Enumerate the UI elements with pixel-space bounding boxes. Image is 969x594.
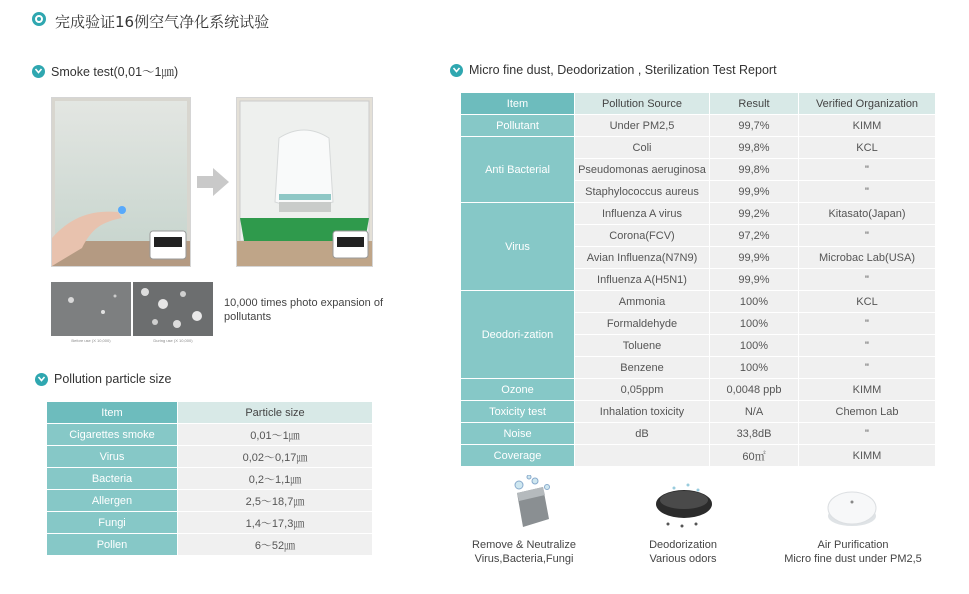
feature-deodorization	[620, 538, 746, 566]
report-title: Micro fine dust, Deodorization , Sterilization Test Report	[469, 63, 777, 77]
report-result: 99,9%	[710, 269, 798, 290]
micrograph-during	[133, 282, 213, 336]
report-source: Corona(FCV)	[575, 225, 709, 246]
report-organization: Chemon Lab	[799, 401, 935, 422]
report-organization: KCL	[799, 137, 935, 158]
report-source: Staphylococcus aureus	[575, 181, 709, 202]
chevron-down-icon	[32, 65, 45, 78]
report-organization: "	[799, 181, 935, 202]
table-row	[47, 424, 372, 445]
feature-air-purification	[770, 538, 936, 566]
smoke-test-before-photo	[51, 97, 191, 267]
report-source	[575, 445, 709, 466]
table-row	[47, 446, 372, 467]
micrograph-during-label: During use (X 10,000)	[153, 338, 193, 343]
particle-size-table	[46, 401, 373, 556]
report-result: N/A	[710, 401, 798, 422]
report-result: 100%	[710, 313, 798, 334]
particle-item: Bacteria	[47, 468, 177, 489]
table-row	[461, 137, 935, 158]
report-source: Coli	[575, 137, 709, 158]
feature-virus-line2: Virus,Bacteria,Fungi	[474, 553, 574, 565]
report-organization: "	[799, 423, 935, 444]
particle-item: Allergen	[47, 490, 177, 511]
feature-air-purification-line1: Air Purification	[817, 539, 889, 551]
feature-air-purification-line2: Micro fine dust under PM2,5	[784, 553, 922, 565]
report-result: 33,8dB	[710, 423, 798, 444]
feature-virus-line1: Remove & Neutralize	[472, 539, 576, 551]
report-source: Influenza A(H5N1)	[575, 269, 709, 290]
report-organization: Kitasato(Japan)	[799, 203, 935, 224]
smoke-test-title: Smoke test(0,01～1㎛)	[51, 65, 179, 79]
report-header-source: Pollution Source	[575, 93, 709, 114]
report-header-item: Item	[461, 93, 574, 114]
micrograph-before-label: Before use (X 10,000)	[71, 338, 111, 343]
report-source: Avian Influenza(N7N9)	[575, 247, 709, 268]
particle-size: 1,4～17,3㎛	[178, 512, 372, 533]
virus-filter-icon	[505, 475, 555, 535]
particle-size-title: Pollution particle size	[54, 372, 172, 386]
table-row	[47, 534, 372, 555]
report-result: 0,0048 ppb	[710, 379, 798, 400]
report-result: 100%	[710, 357, 798, 378]
report-result: 99,8%	[710, 137, 798, 158]
deodorization-icon	[654, 482, 714, 535]
report-result: 99,8%	[710, 159, 798, 180]
arrow-right-icon	[197, 168, 229, 201]
particle-item: Cigarettes smoke	[47, 424, 177, 445]
report-organization: "	[799, 357, 935, 378]
report-item: Coverage	[461, 445, 574, 466]
report-result: 60㎡	[710, 445, 798, 466]
report-source: Formaldehyde	[575, 313, 709, 334]
particle-header-size: Particle size	[178, 402, 372, 423]
report-source: Pseudomonas aeruginosa	[575, 159, 709, 180]
table-row	[461, 401, 935, 422]
report-organization: "	[799, 159, 935, 180]
air-purifier-icon	[826, 488, 878, 535]
particle-item: Pollen	[47, 534, 177, 555]
report-organization: "	[799, 225, 935, 246]
particle-size-heading	[35, 372, 171, 386]
report-source: Inhalation toxicity	[575, 401, 709, 422]
report-source: Benzene	[575, 357, 709, 378]
report-item: Noise	[461, 423, 574, 444]
table-row	[461, 203, 935, 224]
report-item: Ozone	[461, 379, 574, 400]
report-source: Ammonia	[575, 291, 709, 312]
report-organization: "	[799, 313, 935, 334]
table-row	[47, 512, 372, 533]
report-heading	[450, 63, 777, 77]
report-item: Toxicity test	[461, 401, 574, 422]
report-organization: "	[799, 269, 935, 290]
particle-header-item: Item	[47, 402, 177, 423]
report-source: Toluene	[575, 335, 709, 356]
micrograph-before	[51, 282, 131, 336]
report-result: 100%	[710, 335, 798, 356]
table-row	[461, 379, 935, 400]
feature-deodorization-line1: Deodorization	[649, 539, 717, 551]
particle-size: 0,01～1㎛	[178, 424, 372, 445]
report-source: 0,05ppm	[575, 379, 709, 400]
report-item: Virus	[461, 203, 574, 290]
report-organization: KIMM	[799, 379, 935, 400]
chevron-down-icon	[35, 373, 48, 386]
report-result: 99,2%	[710, 203, 798, 224]
report-item: Deodori-zation	[461, 291, 574, 378]
report-source: Under PM2,5	[575, 115, 709, 136]
test-report-table	[460, 92, 936, 467]
report-organization: KIMM	[799, 115, 935, 136]
table-row	[461, 423, 935, 444]
photo-expansion-caption: 10,000 times photo expansion of pollutants	[224, 297, 384, 323]
report-source: dB	[575, 423, 709, 444]
table-row	[47, 468, 372, 489]
particle-item: Fungi	[47, 512, 177, 533]
report-item: Pollutant	[461, 115, 574, 136]
feature-deodorization-line2: Various odors	[649, 553, 717, 565]
report-item: Anti Bacterial	[461, 137, 574, 202]
table-row	[461, 291, 935, 312]
report-source: Influenza A virus	[575, 203, 709, 224]
report-header-organization: Verified Organization	[799, 93, 935, 114]
chevron-down-icon	[450, 64, 463, 77]
report-organization: KCL	[799, 291, 935, 312]
particle-size: 6～52㎛	[178, 534, 372, 555]
smoke-test-heading	[32, 62, 178, 80]
report-result: 97,2%	[710, 225, 798, 246]
table-row	[461, 115, 935, 136]
particle-size: 0,02～0,17㎛	[178, 446, 372, 467]
report-organization: Microbac Lab(USA)	[799, 247, 935, 268]
table-row	[461, 445, 935, 466]
feature-virus	[455, 538, 593, 566]
report-result: 99,9%	[710, 247, 798, 268]
table-row	[47, 490, 372, 511]
report-header-result: Result	[710, 93, 798, 114]
report-result: 100%	[710, 291, 798, 312]
smoke-test-after-photo	[236, 97, 373, 267]
particle-size: 2,5～18,7㎛	[178, 490, 372, 511]
particle-size: 0,2～1,1㎛	[178, 468, 372, 489]
report-organization: "	[799, 335, 935, 356]
report-result: 99,9%	[710, 181, 798, 202]
page-title: 完成验证16例空气净化系统试验	[55, 13, 270, 31]
report-organization: KIMM	[799, 445, 935, 466]
particle-item: Virus	[47, 446, 177, 467]
report-result: 99,7%	[710, 115, 798, 136]
title-icon	[32, 12, 46, 26]
